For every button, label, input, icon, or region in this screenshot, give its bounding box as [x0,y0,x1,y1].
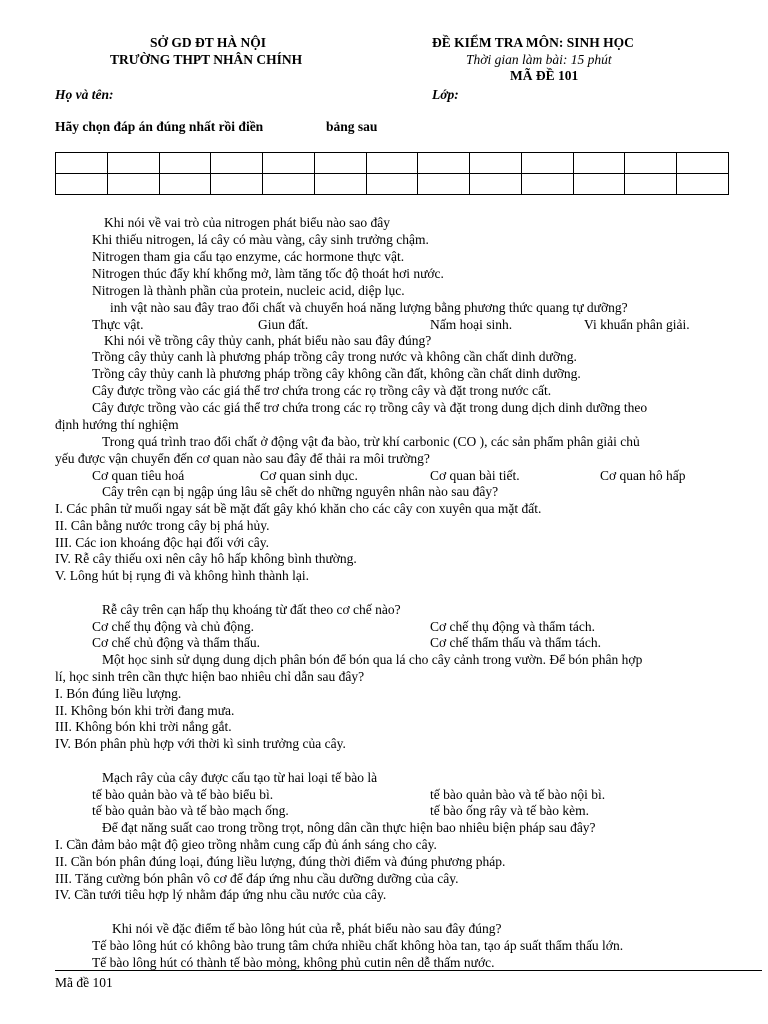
answer-option[interactable]: Cơ quan bài tiết. [430,468,520,483]
statement-item: I. Cần đảm bảo mật độ gieo trồng nhằm cung cấp đủ ánh sáng cho cây. [55,837,437,852]
footer-divider [55,970,762,971]
question-stem: Để đạt năng suất cao trong trồng trọt, nông dân cần thực hiện bao nhiêu biện pháp sau đây? [102,820,596,835]
exam-title: ĐỀ KIỂM TRA MÔN: SINH HỌC [432,35,634,50]
question-stem: Trong quá trình trao đổi chất ở động vật đa bào, trừ khí carbonic (CO ), các sản phẩm phân giải chủ [102,434,640,449]
instruction: Hãy chọn đáp án đúng nhất rồi điền [55,119,264,134]
answer-option[interactable]: tế bào quản bào và tế bào nội bì. [430,787,606,802]
answer-option[interactable]: Tế bào lông hút có không bào trung tâm chứa nhiều chất không hòa tan, tạo áp suất thẩm thấu lớn. [92,938,624,953]
answer-table[interactable] [55,152,729,195]
answer-cell[interactable] [573,174,625,195]
answer-cell[interactable] [521,153,573,174]
answer-option[interactable]: Cây được trồng vào các giá thể trơ chứa trong các rọ trồng cây và đặt trong nước cất. [92,383,552,398]
statement-item: II. Cần bón phân đúng loại, đúng liều lượng, đúng thời điểm và đúng phương pháp. [55,854,506,869]
statement-item: IV. Rễ cây thiếu oxi nên cây hô hấp không bình thường. [55,551,357,566]
statement-item: III. Các ion khoáng độc hại đối với cây. [55,535,269,550]
answer-option[interactable]: Khi thiếu nitrogen, lá cây có màu vàng, cây sinh trưởng chậm. [92,232,429,247]
answer-option[interactable]: Trồng cây thủy canh là phương pháp trồng cây không cần đất, không cần chất dinh dưỡng. [92,366,581,381]
question-stem: Mạch rây của cây được cấu tạo từ hai loại tế bào là [102,770,378,785]
answer-option[interactable]: Cơ chế chủ động và thẩm thấu. [92,635,260,650]
instruction-tail: bảng sau [326,119,378,134]
name-label: Họ và tên: [55,87,114,102]
answer-row [56,174,729,195]
answer-cell[interactable] [677,153,729,174]
answer-option[interactable]: Nitrogen là thành phần của protein, nucleic acid, diệp lục. [92,283,405,298]
statement-item: III. Không bón khi trời nắng gắt. [55,719,232,734]
question-stem: Khi nói về vai trò của nitrogen phát biểu nào sao đây [104,215,391,230]
answer-cell[interactable] [521,174,573,195]
answer-option[interactable]: Tế bào lông hút có thành tế bào mỏng, không phủ cutin nên dễ thấm nước. [92,955,495,970]
statement-item: I. Các phân tử muối ngay sát bề mặt đất gây khó khăn cho các cây con xuyên qua mặt đất. [55,501,542,516]
exam-time: Thời gian làm bài: 15 phút [466,52,612,67]
answer-option[interactable]: Cơ chế thụ động và thẩm tách. [430,619,595,634]
question-stem: Khi nói về trồng cây thủy canh, phát biểu nào sau đây đúng? [104,333,432,348]
answer-option[interactable]: Cơ chế thẩm thấu và thẩm tách. [430,635,601,650]
question-stem: inh vật nào sau đây trao đổi chất và chuyển hoá năng lượng bằng phương thức quang tự dưỡng? [110,300,628,315]
answer-cell[interactable] [211,174,263,195]
answer-row [56,153,729,174]
answer-cell[interactable] [573,153,625,174]
department-name: SỞ GD ĐT HÀ NỘI [150,35,267,50]
footer-exam-code: Mã đề 101 [55,975,113,990]
answer-option[interactable]: Giun đất. [258,317,309,332]
answer-cell[interactable] [314,174,366,195]
answer-cell[interactable] [159,174,211,195]
answer-cell[interactable] [263,153,315,174]
answer-option[interactable]: Thực vật. [92,317,144,332]
answer-option[interactable]: Cơ quan tiêu hoá [92,468,185,483]
class-label: Lớp: [432,87,459,102]
exam-code: MÃ ĐỀ 101 [510,68,579,83]
answer-option[interactable]: Vi khuẩn phân giải. [584,317,690,332]
answer-cell[interactable] [211,153,263,174]
question-stem: Một học sinh sử dụng dung dịch phân bón để bón qua lá cho cây cảnh trong vườn. Để bón phân hợp [102,652,643,667]
answer-cell[interactable] [677,174,729,195]
answer-option-continued: định hướng thí nghiệm [55,417,179,432]
answer-option[interactable]: Cơ quan hô hấp [600,468,686,483]
statement-item: III. Tăng cường bón phân vô cơ để đáp ứng nhu cầu dưỡng dưỡng của cây. [55,871,459,886]
statement-item: IV. Bón phân phù hợp với thời kì sinh trưởng của cây. [55,736,346,751]
answer-cell[interactable] [107,174,159,195]
answer-option[interactable]: tế bào quản bào và tế bào mạch ống. [92,803,289,818]
answer-cell[interactable] [470,153,522,174]
statement-item: IV. Cần tưới tiêu hợp lý nhằm đáp ứng nhu cầu nước của cây. [55,887,387,902]
answer-option[interactable]: Nitrogen thúc đẩy khí khổng mở, làm tăng tốc độ thoát hơi nước. [92,266,444,281]
answer-option[interactable]: Cơ quan sinh dục. [260,468,358,483]
answer-option[interactable]: Cơ chế thụ động và chủ động. [92,619,254,634]
answer-option[interactable]: tế bào quản bào và tế bào biểu bì. [92,787,274,802]
answer-option[interactable]: Trồng cây thủy canh là phương pháp trồng cây trong nước và không cần chất dinh dưỡng. [92,349,577,364]
answer-cell[interactable] [56,153,108,174]
answer-option[interactable]: Nấm hoại sinh. [430,317,513,332]
answer-cell[interactable] [56,174,108,195]
answer-cell[interactable] [470,174,522,195]
answer-cell[interactable] [159,153,211,174]
question-stem: Rễ cây trên cạn hấp thụ khoáng từ đất theo cơ chế nào? [102,602,401,617]
answer-cell[interactable] [107,153,159,174]
answer-cell[interactable] [625,153,677,174]
statement-item: I. Bón đúng liều lượng. [55,686,182,701]
question-stem: Khi nói về đặc điểm tế bào lông hút của rễ, phát biểu nào sau đây đúng? [112,921,502,936]
answer-cell[interactable] [418,153,470,174]
answer-cell[interactable] [366,153,418,174]
answer-cell[interactable] [314,153,366,174]
answer-option[interactable]: Cây được trồng vào các giá thể trơ chứa trong các rọ trồng cây và đặt trong dung dịch dinh dưỡng theo [92,400,648,415]
answer-cell[interactable] [263,174,315,195]
statement-item: V. Lông hút bị rụng đi và không hình thành lại. [55,568,309,583]
statement-item: II. Không bón khi trời đang mưa. [55,703,235,718]
question-stem: Cây trên cạn bị ngập úng lâu sẽ chết do những nguyên nhân nào sau đây? [102,484,499,499]
question-stem: lí, học sinh trên cần thực hiện bao nhiêu chỉ dẫn sau đây? [55,669,365,684]
answer-cell[interactable] [418,174,470,195]
answer-cell[interactable] [625,174,677,195]
answer-option[interactable]: Nitrogen tham gia cấu tạo enzyme, các hormone thực vật. [92,249,405,264]
answer-option[interactable]: tế bào ống rây và tế bào kèm. [430,803,589,818]
question-stem: yếu được vận chuyển đến cơ quan nào sau đây để thải ra môi trường? [55,451,430,466]
statement-item: II. Cân bằng nước trong cây bị phá hủy. [55,518,270,533]
answer-cell[interactable] [366,174,418,195]
school-name: TRƯỜNG THPT NHÂN CHÍNH [110,52,303,67]
